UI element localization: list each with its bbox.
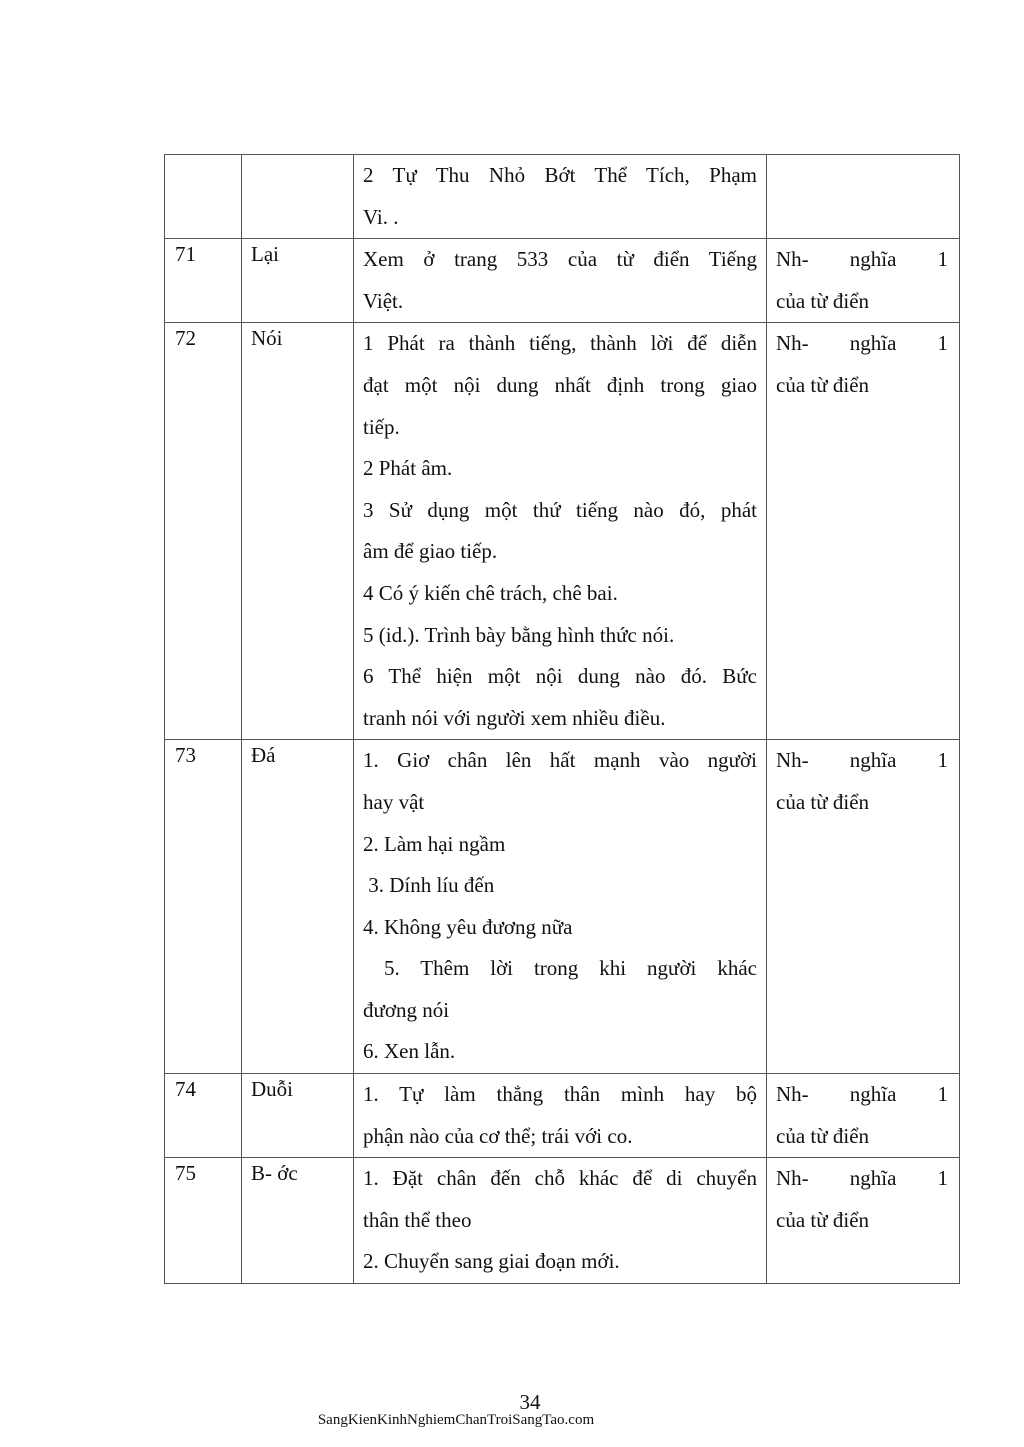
table-body [165, 155, 960, 1284]
note-line: của từ điển [776, 1123, 870, 1148]
row-number: 75 [165, 1158, 242, 1284]
dictionary-table [164, 154, 960, 1284]
definition-cell [354, 740, 767, 1074]
note-line: của từ điển [776, 1207, 870, 1232]
definition-line: hay vật [363, 789, 425, 814]
definition-cell [354, 239, 767, 323]
definition-line: 1. Đặt chân đến chỗ khác để di chuyển [363, 1166, 757, 1191]
note-line: của từ điển [776, 288, 870, 313]
table-row [165, 155, 960, 239]
definition-cell [354, 1158, 767, 1284]
definition-line: 2 Tự Thu Nhỏ Bớt Thể Tích, Phạm [363, 163, 757, 187]
definition-cell [354, 1074, 767, 1158]
definition-line: 2. Làm hại ngầm [363, 831, 506, 856]
definition-line: 1. Tự làm thẳng thân mình hay bộ [363, 1082, 757, 1107]
definition-line: âm để giao tiếp. [363, 539, 498, 564]
definition-line: thân thể theo [363, 1207, 472, 1232]
headword [242, 155, 354, 239]
definition-line: phận nào của cơ thể; trái với co. [363, 1123, 633, 1148]
note-cell [767, 239, 960, 323]
note-line: Nh- nghĩa 1 [776, 1082, 948, 1107]
definition-line: Xem ở trang 533 của từ điển Tiếng [363, 247, 757, 272]
definition-line: 5 (id.). Trình bày bằng hình thức nói. [363, 622, 675, 647]
table-row [165, 1074, 960, 1158]
headword: Nói [242, 323, 354, 740]
row-number: 71 [165, 239, 242, 323]
definition-line: đạt một nội dung nhất định trong giao [363, 372, 757, 397]
definition-line: Việt. [363, 288, 404, 313]
definition-line: 6. Xen lẫn. [363, 1039, 456, 1064]
note-cell [767, 1158, 960, 1284]
row-number: 72 [165, 323, 242, 740]
definition-line: 4. Không yêu đương nữa [363, 914, 573, 939]
footer-website: SangKienKinhNghiemChanTroiSangTao.com [317, 1412, 595, 1428]
headword: Lại [242, 239, 354, 323]
page-number: 34 [519, 1390, 541, 1414]
note-cell [767, 1074, 960, 1158]
definition-line: 2. Chuyển sang giai đoạn mới. [363, 1249, 620, 1274]
definition-line: 2 Phát âm. [363, 456, 453, 481]
row-number: 74 [165, 1074, 242, 1158]
definition-line: 3 Sử dụng một thứ tiếng nào đó, phát [363, 497, 757, 522]
table-row [165, 1158, 960, 1284]
definition-line: tiếp. [363, 414, 400, 439]
note-cell [767, 155, 960, 239]
definition-cell [354, 323, 767, 740]
note-line: Nh- nghĩa 1 [776, 331, 948, 356]
note-cell [767, 323, 960, 740]
definition-line: tranh nói với người xem nhiều điều. [363, 705, 666, 730]
headword: Đá [242, 740, 354, 1074]
definition-line: 6 Thể hiện một nội dung nào đó. Bức [363, 664, 757, 689]
definition-line: Vi. . [363, 204, 399, 229]
definition-line: 1. Giơ chân lên hất mạnh vào người [363, 748, 757, 773]
note-line: Nh- nghĩa 1 [776, 748, 948, 773]
row-number [165, 155, 242, 239]
note-cell [767, 740, 960, 1074]
row-number: 73 [165, 740, 242, 1074]
table-row [165, 740, 960, 1074]
definition-line: 3. Dính líu đến [363, 873, 495, 898]
definition-line: 1 Phát ra thành tiếng, thành lời để diễn [363, 331, 757, 356]
definition-line: 5. Thêm lời trong khi người khác [363, 956, 757, 981]
table-row [165, 323, 960, 740]
note-line: của từ điển [776, 789, 870, 814]
definition-line: đương nói [363, 997, 450, 1022]
headword: Duỗi [242, 1074, 354, 1158]
definition-line: 4 Có ý kiến chê trách, chê bai. [363, 580, 618, 605]
headword: B- ớc [242, 1158, 354, 1284]
table-row [165, 239, 960, 323]
definition-cell [354, 155, 767, 239]
note-line: của từ điển [776, 372, 870, 397]
note-line: Nh- nghĩa 1 [776, 247, 948, 272]
note-line: Nh- nghĩa 1 [776, 1166, 948, 1191]
